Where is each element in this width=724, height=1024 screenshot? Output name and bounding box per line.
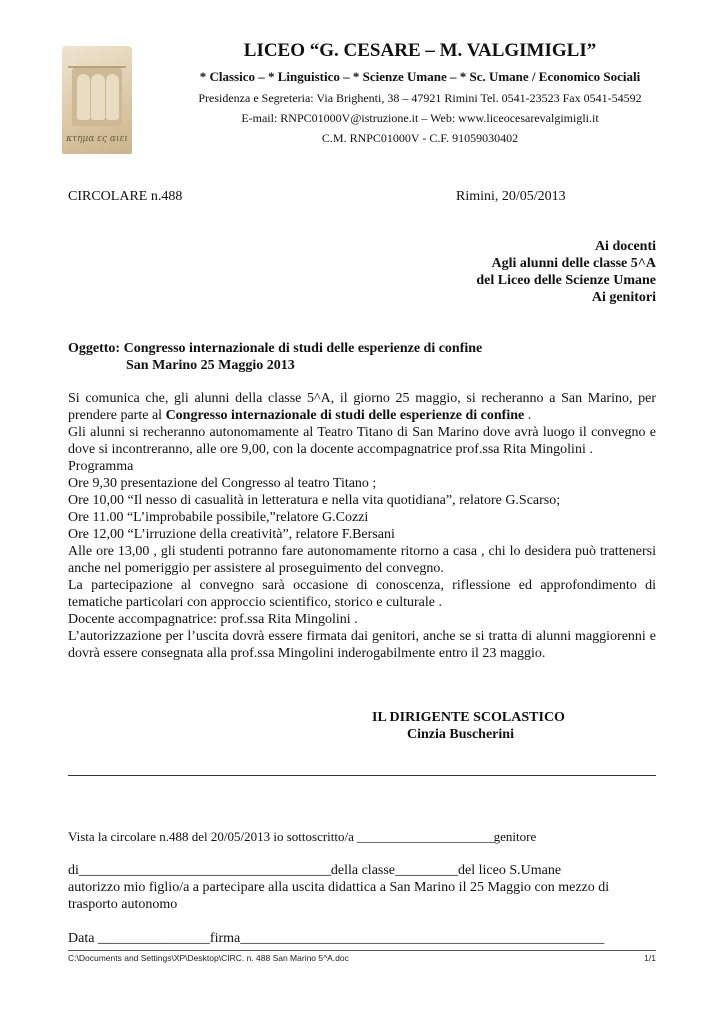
school-codes: C.M. RNPC01000V - C.F. 91059030402 xyxy=(321,131,519,145)
recipient-line: Agli alunni delle classe 5^A xyxy=(491,256,656,271)
signature-name: Cinzia Buscherini xyxy=(407,727,514,742)
logo-figure xyxy=(106,74,119,120)
school-address: Presidenza e Segreteria: Via Brighenti, 38 – 47921 Rimini Tel. 0541-23523 Fax 0541-54592 xyxy=(198,91,642,105)
school-branches: * Classico – * Linguistico – * Scienze Umane – * Sc. Umane / Economico Sociali xyxy=(199,69,641,84)
subject-date: San Marino 25 Maggio 2013 xyxy=(126,358,295,373)
school-logo xyxy=(62,46,132,154)
logo-figure xyxy=(77,74,90,120)
recipient-line: Ai docenti xyxy=(594,239,656,254)
body-paragraph: La partecipazione al convegno sarà occasione di conoscenza, riflessione ed approfondimento di tematiche particolari con approccio scientifico, storico e culturale . xyxy=(68,578,656,610)
body-paragraph: Docente accompagnatrice: prof.ssa Rita Mingolini . xyxy=(68,612,358,627)
form-line-circular: Vista la circolare n.488 del 20/05/2013 io sottoscritto/a _____________________genitore xyxy=(68,829,537,844)
signature-role: IL DIRIGENTE SCOLASTICO xyxy=(372,710,565,725)
recipient-line: del Liceo delle Scienze Umane xyxy=(476,273,656,288)
logo-motto: κτημα ες αιει xyxy=(66,134,128,144)
footer-rule xyxy=(68,950,656,951)
form-line-date-signature: Data ________________firma____________________________________________________ xyxy=(68,931,605,946)
document-footer xyxy=(68,953,656,963)
program-item: Ore 9,30 presentazione del Congresso al teatro Titano ; xyxy=(68,476,377,491)
form-line-student: di____________________________________della classe_________del liceo S.Umane xyxy=(68,863,562,878)
circular-body xyxy=(68,390,656,662)
cut-line xyxy=(68,775,656,776)
program-heading: Programma xyxy=(68,459,134,474)
recipient-line: Ai genitori xyxy=(591,290,656,305)
program-item: Ore 11.00 “L’improbabile possibile,”relatore G.Cozzi xyxy=(68,510,369,525)
subject-line-1 xyxy=(68,340,482,357)
subject-title: Congresso internazionale di studi delle esperienze di confine xyxy=(123,341,483,356)
program-item: Ore 10,00 “Il nesso di casualità in letteratura e nella vita quotidiana”, relatore G.Scarso; xyxy=(68,493,561,508)
congress-name: Congresso internazionale di studi delle esperienze di confine xyxy=(165,408,525,423)
file-path: C:\Documents and Settings\XP\Desktop\CIRC. n. 488 San Marino 5^A.doc xyxy=(68,953,349,963)
place-date: Rimini, 20/05/2013 xyxy=(456,189,566,204)
body-paragraph: Gli alunni si recheranno autonomamente al Teatro Titano di San Marino dove avrà luogo il convegno e dove si incontreranno, alle ore 9,00, con la docente accompagnatrice prof.ssa Rita Mingolini . xyxy=(68,425,656,457)
body-paragraph: L’autorizzazione per l’uscita dovrà essere firmata dai genitori, anche se si tratta di alunni maggiorenni e dovrà essere consegnata alla prof.ssa Mingolini inderogabilmente entro il 23 maggio. xyxy=(68,629,656,661)
school-contacts: E-mail: RNPC01000V@istruzione.it – Web: www.liceocesarevalgimigli.it xyxy=(241,111,599,125)
body-paragraph: Alle ore 13,00 , gli studenti potranno fare autonomamente ritorno a casa , chi lo desidera può trattenersi anche nel pomeriggio per assistere al proseguimento del convegno. xyxy=(68,544,656,576)
logo-figure xyxy=(91,74,105,120)
logo-arch xyxy=(68,50,126,68)
page-number: 1/1 xyxy=(644,953,656,963)
school-name: LICEO “G. CESARE – M. VALGIMIGLI” xyxy=(243,40,597,61)
form-line-authorization: autorizzo mio figlio/a a partecipare alla uscita didattica a San Marino il 25 Maggio con mezzo di trasporto autonomo xyxy=(68,880,610,912)
circolare-number: CIRCOLARE n.488 xyxy=(68,189,183,204)
program-item: Ore 12,00 “L’irruzione della creatività”, relatore F.Bersani xyxy=(68,527,395,542)
subject-label: Oggetto: xyxy=(68,341,121,356)
body-intro: Si comunica che, gli alunni della classe 5^A, il giorno 25 maggio, si recheranno a San Marino, per prendere parte al Congresso internazionale di studi delle esperienze di confine . xyxy=(68,391,656,423)
